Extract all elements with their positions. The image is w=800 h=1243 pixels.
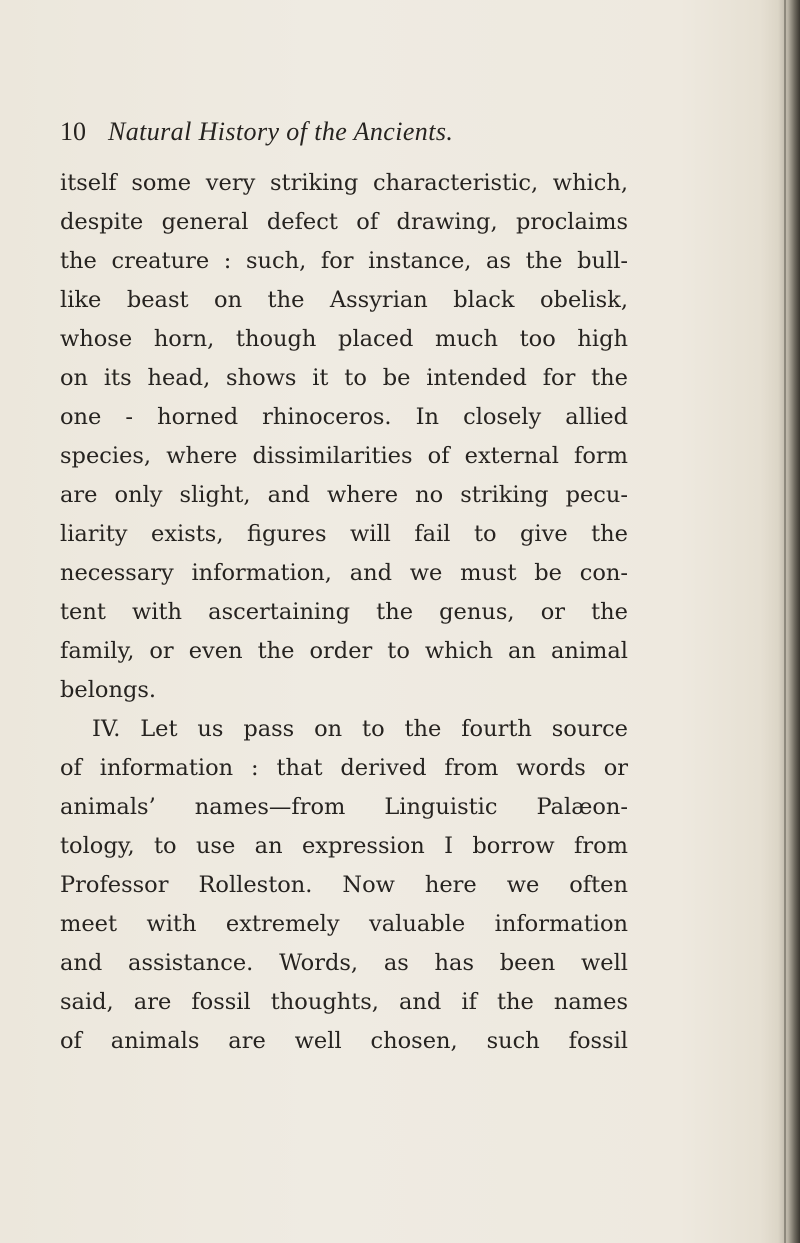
text-line: tent with ascertaining the genus, or the bbox=[60, 599, 628, 625]
text-line: liarity exists, figures will fail to give the bbox=[60, 521, 628, 547]
text-line: IV. Let us pass on to the fourth source bbox=[92, 716, 628, 742]
text-line: are only slight, and where no striking pecu- bbox=[60, 482, 628, 508]
text-line: whose horn, though placed much too high bbox=[60, 326, 628, 352]
running-head bbox=[60, 112, 660, 152]
text-line: and assistance. Words, as has been well bbox=[60, 950, 628, 976]
text-line: of information : that derived from words or bbox=[60, 755, 628, 781]
text-line: one - horned rhinoceros. In closely allied bbox=[60, 404, 628, 430]
text-line: itself some very striking characteristic, which, bbox=[60, 170, 628, 196]
text-line: said, are fossil thoughts, and if the names bbox=[60, 989, 628, 1015]
text-line: meet with extremely valuable information bbox=[60, 911, 628, 937]
text-line: family, or even the order to which an animal bbox=[60, 638, 628, 664]
text-line: despite general defect of drawing, proclaims bbox=[60, 209, 628, 235]
text-line: belongs. bbox=[60, 677, 157, 703]
text-line: of animals are well chosen, such fossil bbox=[60, 1028, 628, 1054]
text-line: species, where dissimilarities of external form bbox=[60, 443, 628, 469]
text-line: on its head, shows it to be intended for the bbox=[60, 365, 628, 391]
text-line: like beast on the Assyrian black obelisk, bbox=[60, 287, 628, 313]
text-line: animals’ names—from Linguistic Palæon- bbox=[60, 794, 628, 820]
text-line: Professor Rolleston. Now here we often bbox=[60, 872, 628, 898]
text-line: the creature : such, for instance, as the bull- bbox=[60, 248, 628, 274]
page-edge-shadow bbox=[778, 0, 800, 1243]
text-line: tology, to use an expression I borrow from bbox=[60, 833, 628, 859]
running-title: Natural History of the Ancients. bbox=[108, 117, 454, 146]
text-line: necessary information, and we must be con- bbox=[60, 560, 628, 586]
body-text bbox=[60, 164, 628, 1061]
page-number: 10 bbox=[60, 117, 86, 146]
